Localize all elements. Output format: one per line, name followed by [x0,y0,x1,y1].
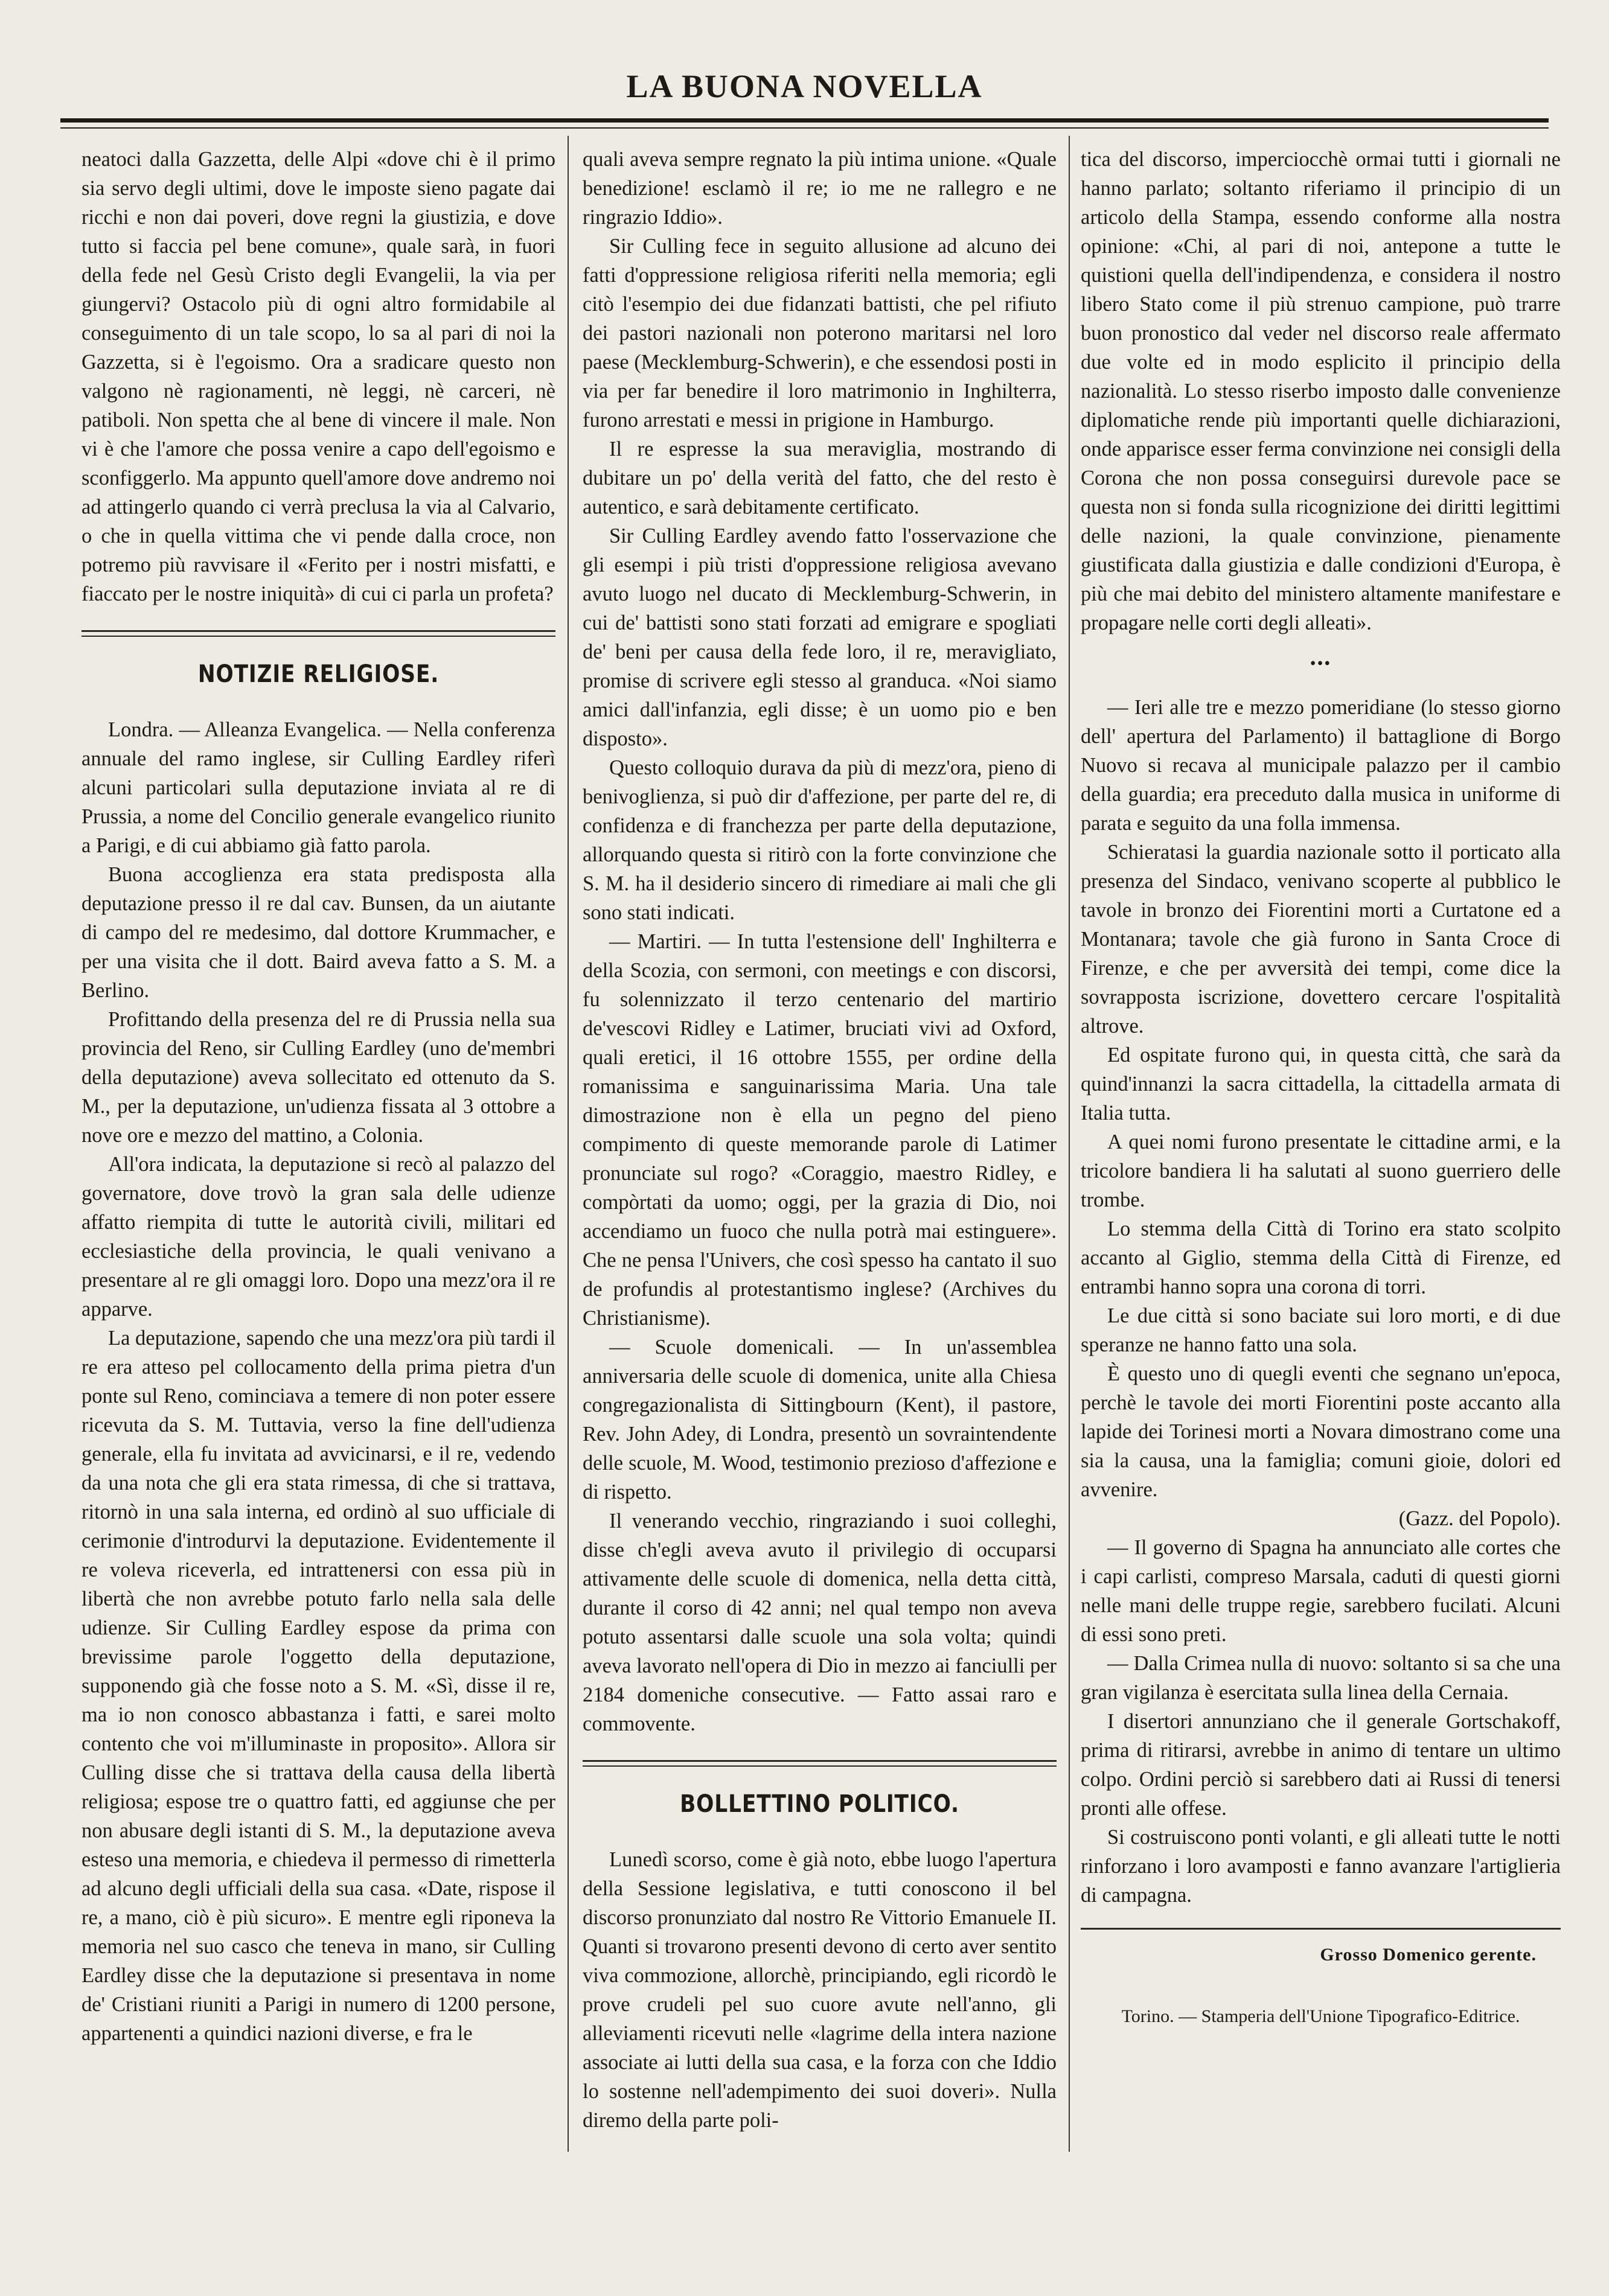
article-paragraph: Il re espresse la sua meraviglia, mostrando di dubitare un po' della verità del fatto, che del resto è autentico, e sarà debitamente certificato. [583,438,1057,518]
article-paragraph: All'ora indicata, la deputazione si recò al palazzo del governatore, dove trovò la gran sala delle udienze affatto riempita di tutte le autorità civili, militari ed ecclesiastiche della provincia, le quali venivano a presentare al re gli omaggi loro. Dopo una mezz'ora il re apparve. [82,1153,555,1321]
article-paragraph: I disertori annunziano che il generale Gortschakoff, prima di ritirarsi, avrebbe in animo di tentare un ultimo colpo. Ordini perciò si sarebbero dati ai Russi di tenersi pronti alle offese. [1081,1710,1561,1820]
article-paragraph: La deputazione, sapendo che una mezz'ora più tardi il re era atteso pel collocamento della prima pietra d'un ponte sul Reno, cominciava a temere di non poter essere ricevuta da S. M. Tuttavia, verso la fine dell'udienza generale, ella fu invitata ad avvicinarsi, e il re, vedendo da una nota che gli era stata rimessa, di che si trattava, ritornò in una sala interna, ed ordinò al suo ufficiale di cerimonie d'introdurvi la deputazione. Evidentemente il re voleva riceverla, ed intrattenersi con essa più in libertà che non avrebbe potuto farlo nella sala delle udienze. Sir Culling Eardley espose da prima con brevissime parole l'oggetto della deputazione, supponendo già che fosse noto a S. M. «Sì, disse il re, ma io non conosco abbastanza i fatti, e sarei molto contento che voi m'illuminaste in proposito». Allora sir Culling disse che si trattava della causa della libertà religiosa; espose tre o quattro fatti, ed aggiunse che per non abusare degli istanti di S. M., la deputazione aveva esteso una memoria, e chiedeva il permesso di rimetterla ad alcuno degli ufficiali della sua casa. «Date, rispose il re, a mano, ciò è più sicuro». E mentre egli riponeva la memoria nel suo casco che teneva in mano, sir Culling Eardley disse che la deputazione si presentava in nome de' Cristiani riuniti a Parigi in numero di 1200 persone, appartenenti a quindici nazioni diverse, e fra le [82,1327,555,2045]
column-divider [1069,136,1070,2152]
article-paragraph: A quei nomi furono presentate le cittadine armi, e la tricolore bandiera li ha salutati al suono guerriero delle trombe. [1081,1130,1561,1211]
header-rule [60,118,1549,123]
article-paragraph: Il venerando vecchio, ringraziando i suoi colleghi, disse ch'egli aveva avuto il privilegio di occuparsi attivamente delle scuole di domenica, nella detta città, durante il corso di 42 anni; nel qual tempo non aveva potuto assentarsi dalle scuole una sola volta; quindi aveva lavorato nell'opera di Dio in mezzo ai fanciulli per 2184 domeniche consecutive. — Fatto assai raro e commovente. [583,1510,1057,1735]
article-paragraph: neatoci dalla Gazzetta, delle Alpi «dove chi è il primo sia servo degli ultimi, dove le imposte sieno pagate dai ricchi e non dai poveri, dove regni la giustizia, e dove tutto si faccia pel bene comune», quale sarà, in fuori della fede nel Gesù Cristo degli Evangelii, la via per giungervi? Ostacolo più di ogni altro formidabile al conseguimento di un tale scopo, lo sa al pari di noi la Gazzetta, si è l'egoismo. Ora a sradicare questo non valgono nè ragionamenti, nè leggi, nè carceri, nè patiboli. Non spetta che al bene di vincere il male. Non vi è che l'amore che possa venire a capo dell'egoismo e sconfiggerlo. Ma appunto quell'amore dove andremo noi ad attingerlo quando ci verrà preclusa la via al Calvario, o che in quella vittima che vi pende dalla croce, non potremo più ravvisare il «Ferito per i nostri misfatti, e fiaccato per le nostre iniquità» di cui ci parla un profeta? [82,148,555,605]
article-paragraph: È questo uno di quegli eventi che segnano un'epoca, perchè le tavole dei morti Fiorentini poste accanto alla lapide dei Torinesi morti a Novara dimostrano come una sia la causa, una la famiglia; comuni gioie, dolori ed avvenire. [1081,1362,1561,1501]
article-paragraph: Le due città si sono baciate sui loro morti, e di due speranze ne hanno fatto una sola. [1081,1304,1561,1356]
signature-rule [1081,1928,1561,1930]
article-paragraph: tica del discorso, imperciocchè ormai tutti i giornali ne hanno parlato; soltanto riferiamo il principio di un articolo della Stampa, essendo conforme alla nostra opinione: «Chi, al pari di noi, antepone a tutte le quistioni quella dell'indipendenza, e considera il nostro libero Stato come il più strenuo campione, può trarre buon pronostico dal veder nel discorso reale affermato due volte ed in modo esplicito il principio della nazionalità. Lo stesso riserbo imposto dalle convenienze diplomatiche rende più importanti quelle dichiarazioni, onde apparisce esser ferma convinzione nei consigli della Corona che non possa conseguirsi durevole pace se questa non si fonda sulla ricognizione dei diritti legittimi delle nazioni, la quale convinzione, pienamente giustificata dalla giustizia e dalle condizioni d'Europa, è più che mai debito del ministero altamente manifestare e propagare nelle corti degli alleati». [1081,148,1561,634]
ornament-divider: ••• [1310,654,1332,673]
article-paragraph: Lunedì scorso, come è già noto, ebbe luogo l'apertura della Sessione legislativa, e tutti conoscono il bel discorso pronunziato dal nostro Re Vittorio Emanuele II. Quanti si trovarono presenti devono di certo aver sentito viva commozione, allorchè, principiando, egli ricordò le prove crudeli pel suo cuore avute nell'anno, gli alleviamenti ricevuti nelle «lagrime della intera nazione associate ai lutti della sua casa, e la forza con che Iddio lo sostenne nell'adempimento dei suoi doveri». Nulla diremo della parte poli- [583,1848,1057,2132]
section-separator [82,630,555,637]
article-paragraph: Schieratasi la guardia nazionale sotto il porticato alla presenza del Sindaco, venivano scoperte al pubblico le tavole in bronzo dei Fiorentini morti a Curtatone ed a Montanara; tavole che già furono in Santa Croce di Firenze, e che per avversità dei tempi, come dice la sovrapposta iscrizione, dovettero cercare l'ospitalità altrove. [1081,841,1561,1038]
header-rule-thin [60,127,1549,129]
column-3 [1081,145,1561,2031]
article-paragraph: Ed ospitate furono qui, in questa città, che sarà da quind'innanzi la sacra cittadella, la cittadella armata di Italia tutta. [1081,1044,1561,1124]
article-paragraph: Sir Culling Eardley avendo fatto l'osservazione che gli esempi i più tristi d'oppressione religiosa avevano avuto luogo nel ducato di Mecklemburg-Schwerin, in cui de' battisti sono stati forzati ad emigrare e spogliati de' beni per causa della fede loro, il re, meravigliato, promise di scrivere egli stesso al granduca. «Noi siamo amici dall'infanzia, egli disse; è un uomo pio e ben disposto». [583,525,1057,750]
column-1 [82,145,555,2048]
article-paragraph: Buona accoglienza era stata predisposta alla deputazione presso il re dal cav. Bunsen, da un aiutante di campo del re medesimo, dal dottore Krummacher, e per una visita che il dott. Baird aveva fatto a S. M. a Berlino. [82,863,555,1002]
article-paragraph: Sir Culling fece in seguito allusione ad alcuno dei fatti d'oppressione religiosa riferiti nella memoria; egli citò l'esempio dei due fidanzati battisti, che pel rifiuto dei pastori nazionali non poterono maritarsi nel loro paese (Mecklemburg-Schwerin), e che essendosi posti in via per far benedire il loro matrimonio in Inghilterra, furono arrestati e messi in prigione in Hamburgo. [583,235,1057,432]
article-paragraph: — Il governo di Spagna ha annunciato alle cortes che i capi carlisti, compreso Marsala, caduti di questi giorni nelle mani delle truppe regie, sarebbero fucilati. Alcuni di essi sono preti. [1081,1536,1561,1646]
article-paragraph: — Dalla Crimea nulla di nuovo: soltanto si sa che una gran vigilanza è esercitata sulla linea della Cernaia. [1081,1652,1561,1704]
article-paragraph: — Martiri. — In tutta l'estensione dell' Inghilterra e della Scozia, con sermoni, con meetings e con discorsi, fu solennizzato il terzo centenario del martirio de'vescovi Ridley e Latimer, bruciati vivi ad Oxford, quali eretici, il 16 ottobre 1555, per ordine della romanissima e sanguinarissima Maria. Una tale dimostrazione non è ella un pegno del pieno compimento di queste memorande parole di Latimer pronunciate sul rogo? «Coraggio, maestro Ridley, e compòrtati da uomo; oggi, per la grazia di Dio, noi accendiamo un fuoco che nulla potrà mai estinguere». Che ne pensa l'Univers, che così spesso ha cantato il suo de profundis al protestantismo inglese? (Archives du Christianisme). [583,930,1057,1330]
column-divider [568,136,569,2152]
section-title-religious-news: NOTIZIE RELIGIOSE. [197,660,440,688]
printer-imprint: Torino. — Stamperia dell'Unione Tipografico-Editrice. [1121,2006,1520,2026]
source-citation: (Gazz. del Popolo). [1398,1507,1561,1530]
article-paragraph: Profittando della presenza del re di Prussia nella sua provincia del Reno, sir Culling Eardley (uno de'membri della deputazione) aveva sollecitato ed ottenuto da S. M., per la deputazione, un'udienza fissata al 3 ottobre a nove ore e mezzo del mattino, a Colonia. [82,1008,555,1147]
editor-signature: Grosso Domenico gerente. [1320,1945,1537,1965]
masthead: LA BUONA NOVELLA [626,68,983,104]
article-paragraph: Si costruiscono ponti volanti, e gli alleati tutte le notti rinforzano i loro avamposti e fanno avanzare l'artiglieria di campagna. [1081,1826,1561,1907]
section-title-political-bulletin: BOLLETTINO POLITICO. [680,1790,959,1818]
article-paragraph: quali aveva sempre regnato la più intima unione. «Quale benedizione! esclamò il re; io me ne rallegro e ne ringrazio Iddio». [583,148,1057,229]
article-paragraph: Lo stemma della Città di Torino era stato scolpito accanto al Giglio, stemma della Città di Firenze, ed entrambi hanno sopra una corona di torri. [1081,1217,1561,1298]
article-paragraph: — Ieri alle tre e mezzo pomeridiane (lo stesso giorno dell' apertura del Parlamento) il battaglione di Borgo Nuovo si recava al municipale palazzo per il cambio della guardia; era preceduto dalla musica in uniforme di parata e seguito da una folla immensa. [1081,696,1561,835]
article-paragraph: — Scuole domenicali. — In un'assemblea anniversaria delle scuole di domenica, unite alla Chiesa congregazionalista di Sittingbourn (Kent), il pastore, Rev. John Adey, di Londra, presentò un sovraintendente delle scuole, M. Wood, testimonio prezioso d'affezione e di rispetto. [583,1336,1057,1504]
article-paragraph: Londra. — Alleanza Evangelica. — Nella conferenza annuale del ramo inglese, sir Culling Eardley riferì alcuni particolari sulla deputazione inviata al re di Prussia, a nome del Concilio generale evangelico riunito a Parigi, e di cui abbiamo già fatto parola. [82,718,555,857]
section-separator [583,1760,1057,1767]
article-paragraph: Questo colloquio durava da più di mezz'ora, pieno di benivoglienza, si può dir d'affezione, per parte del re, di confidenza e di franchezza per parte della deputazione, allorquando questa si ritirò con la forte convinzione che S. M. ha il desiderio sincero di rimediare ai mali che gli sono stati indicati. [583,756,1057,924]
column-2 [583,145,1057,2135]
